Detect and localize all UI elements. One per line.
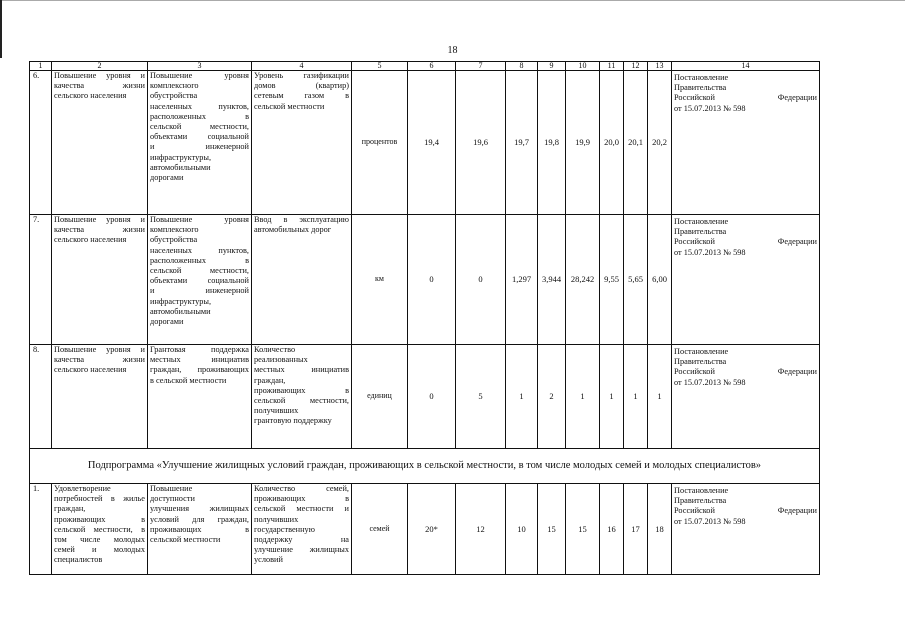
- task-cell: [148, 71, 252, 215]
- cell-line: улучшения жилищных: [150, 504, 249, 514]
- cell-line: доступности: [150, 494, 195, 504]
- cell-line: местных инициатив: [150, 355, 249, 365]
- cell-line: граждан, проживающих: [150, 365, 249, 375]
- unit-cell: процентов: [352, 71, 408, 215]
- cell-line: Постановление: [674, 486, 729, 495]
- cell-line: государственную: [254, 524, 315, 534]
- task-cell: [148, 345, 252, 449]
- cell-line: Повышение уровня: [150, 215, 249, 224]
- row-number: 6.: [30, 71, 52, 215]
- cell-line: Правительства: [674, 83, 727, 93]
- cell-line: качества жизни: [54, 81, 145, 91]
- cell-line: населенных пунктов,: [150, 101, 249, 111]
- indicator-cell: [252, 215, 352, 345]
- cell-line: сельской местности,: [254, 396, 349, 406]
- source-doc-cell: [672, 71, 820, 215]
- row-number: 8.: [30, 345, 52, 449]
- cell-line: Постановление: [674, 73, 729, 82]
- cell-line: Правительства: [674, 357, 727, 367]
- cell-line: местных инициатив: [254, 365, 349, 375]
- column-number: 1: [30, 62, 52, 71]
- goal-cell: [52, 215, 148, 345]
- cell-line: условий: [254, 555, 283, 565]
- value-cell: 5,65: [624, 215, 648, 345]
- value-cell: 0: [408, 345, 456, 449]
- value-cell: 0: [456, 215, 506, 345]
- cell-line: Постановление: [674, 347, 729, 356]
- cell-line: Повышение уровня и: [54, 345, 145, 354]
- indicator-cell: [252, 484, 352, 575]
- value-cell: 3,944: [538, 215, 566, 345]
- goal-cell: [52, 345, 148, 449]
- goal-cell: [52, 484, 148, 575]
- table-row: [30, 71, 820, 215]
- cell-line: Количество семей,: [254, 484, 349, 493]
- column-number: 3: [148, 62, 252, 71]
- subprogram-row: [30, 449, 820, 484]
- cell-line: качества жизни: [54, 355, 145, 365]
- cell-line: сельской местности,: [150, 266, 249, 276]
- value-cell: 17: [624, 484, 648, 575]
- cell-line: сельского населения: [54, 91, 127, 101]
- cell-line: обустройства: [150, 235, 198, 245]
- cell-line: проживающих в: [54, 514, 145, 524]
- cell-line: и инженерной: [150, 286, 249, 296]
- cell-line: расположенных в: [150, 111, 249, 121]
- value-cell: 20*: [408, 484, 456, 575]
- cell-line: том числе молодых: [54, 535, 145, 545]
- column-number: 2: [52, 62, 148, 71]
- value-cell: 16: [600, 484, 624, 575]
- unit-cell: семей: [352, 484, 408, 575]
- cell-line: инфраструктуры,: [150, 296, 212, 306]
- cell-line: семей и молодых: [54, 545, 145, 555]
- cell-line: объектами социальной: [150, 132, 249, 142]
- task-cell: [148, 215, 252, 345]
- cell-line: дорогами: [150, 317, 184, 327]
- value-cell: 20,1: [624, 71, 648, 215]
- cell-line: Ввод в эксплуатацию: [254, 215, 349, 224]
- cell-line: сельской местности: [254, 101, 325, 111]
- cell-line: автомобильными: [150, 162, 211, 172]
- task-cell: [148, 484, 252, 575]
- table-row: [30, 345, 820, 449]
- cell-line: от 15.07.2013 № 598: [674, 516, 746, 526]
- value-cell: 1,297: [506, 215, 538, 345]
- value-cell: 1: [624, 345, 648, 449]
- column-number: 13: [648, 62, 672, 71]
- column-number: 4: [252, 62, 352, 71]
- cell-line: качества жизни: [54, 225, 145, 235]
- value-cell: 19,9: [566, 71, 600, 215]
- cell-line: улучшение жилищных: [254, 545, 349, 555]
- cell-line: домов (квартир): [254, 81, 349, 91]
- column-number: 5: [352, 62, 408, 71]
- cell-line: Грантовая поддержка: [150, 345, 249, 354]
- cell-line: инфраструктуры,: [150, 152, 212, 162]
- cell-line: Правительства: [674, 227, 727, 237]
- page-number: 18: [447, 45, 458, 56]
- source-doc-cell: [672, 484, 820, 575]
- cell-line: Российской Федерации: [674, 93, 817, 103]
- cell-line: Российской Федерации: [674, 237, 817, 247]
- value-cell: 19,4: [408, 71, 456, 215]
- cell-line: от 15.07.2013 № 598: [674, 103, 746, 113]
- cell-line: специалистов: [54, 555, 103, 565]
- cell-line: в сельской местности: [150, 375, 227, 385]
- cell-line: от 15.07.2013 № 598: [674, 247, 746, 257]
- table-row: [30, 484, 820, 575]
- value-cell: 0: [408, 215, 456, 345]
- cell-line: получивших: [254, 514, 299, 524]
- row-number: 1.: [30, 484, 52, 575]
- cell-line: комплексного: [150, 81, 199, 91]
- cell-line: комплексного: [150, 225, 199, 235]
- column-number: 14: [672, 62, 820, 71]
- cell-line: Постановление: [674, 217, 729, 226]
- value-cell: 9,55: [600, 215, 624, 345]
- value-cell: 12: [456, 484, 506, 575]
- cell-line: сетевым газом в: [254, 91, 349, 101]
- cell-line: Повышение уровня и: [54, 71, 145, 80]
- value-cell: 18: [648, 484, 672, 575]
- cell-line: и инженерной: [150, 142, 249, 152]
- column-number-row: [30, 62, 820, 71]
- value-cell: 6,00: [648, 215, 672, 345]
- cell-line: автомобильными: [150, 306, 211, 316]
- unit-cell: единиц: [352, 345, 408, 449]
- value-cell: 1: [566, 345, 600, 449]
- cell-line: получивших: [254, 406, 299, 416]
- cell-line: Повышение уровня и: [54, 215, 145, 224]
- cell-line: обустройства: [150, 91, 198, 101]
- cell-line: Уровень газификации: [254, 71, 349, 80]
- cell-line: дорогами: [150, 173, 184, 183]
- row-number: 7.: [30, 215, 52, 345]
- unit-cell: км: [352, 215, 408, 345]
- cell-line: сельской местности, в: [54, 524, 145, 534]
- subprogram-title: Подпрограмма «Улучшение жилищных условий граждан, проживающих в сельской местности, в том числе молодых семей и молодых специалистов»: [30, 449, 820, 484]
- cell-line: Российской Федерации: [674, 506, 817, 516]
- cell-line: граждан,: [54, 504, 86, 514]
- cell-line: Удовлетворение: [54, 484, 111, 493]
- cell-line: Повышение уровня: [150, 71, 249, 80]
- cell-line: сельского населения: [54, 235, 127, 245]
- column-number: 6: [408, 62, 456, 71]
- value-cell: 15: [566, 484, 600, 575]
- indicators-table: [29, 61, 820, 575]
- value-cell: 1: [506, 345, 538, 449]
- cell-line: грантовую поддержку: [254, 416, 332, 426]
- indicator-cell: [252, 345, 352, 449]
- cell-line: реализованных: [254, 355, 308, 365]
- value-cell: 5: [456, 345, 506, 449]
- cell-line: условий для граждан,: [150, 514, 249, 524]
- value-cell: 20,2: [648, 71, 672, 215]
- value-cell: 10: [506, 484, 538, 575]
- cell-line: проживающих в: [150, 524, 249, 534]
- cell-line: поддержку на: [254, 535, 349, 545]
- value-cell: 15: [538, 484, 566, 575]
- cell-line: сельской местности,: [150, 122, 249, 132]
- column-number: 11: [600, 62, 624, 71]
- value-cell: 1: [648, 345, 672, 449]
- column-number: 9: [538, 62, 566, 71]
- cell-line: Правительства: [674, 496, 727, 506]
- cell-line: сельской местности и: [254, 504, 349, 514]
- value-cell: 1: [600, 345, 624, 449]
- cell-line: проживающих в: [254, 494, 349, 504]
- cell-line: расположенных в: [150, 255, 249, 265]
- scan-artifact-line: [0, 0, 905, 1]
- cell-line: потребностей в жилье: [54, 494, 145, 504]
- source-doc-cell: [672, 215, 820, 345]
- cell-line: Российской Федерации: [674, 367, 817, 377]
- column-number: 12: [624, 62, 648, 71]
- cell-line: проживающих в: [254, 385, 349, 395]
- value-cell: 2: [538, 345, 566, 449]
- table-row: [30, 215, 820, 345]
- cell-line: Количество: [254, 345, 296, 354]
- cell-line: граждан,: [254, 375, 286, 385]
- cell-line: от 15.07.2013 № 598: [674, 377, 746, 387]
- column-number: 10: [566, 62, 600, 71]
- value-cell: 19,7: [506, 71, 538, 215]
- goal-cell: [52, 71, 148, 215]
- value-cell: 28,242: [566, 215, 600, 345]
- indicator-cell: [252, 71, 352, 215]
- source-doc-cell: [672, 345, 820, 449]
- cell-line: Повышение: [150, 484, 193, 493]
- table-body: [30, 62, 820, 575]
- cell-line: сельской местности: [150, 535, 221, 545]
- column-number: 8: [506, 62, 538, 71]
- cell-line: объектами социальной: [150, 276, 249, 286]
- column-number: 7: [456, 62, 506, 71]
- value-cell: 20,0: [600, 71, 624, 215]
- value-cell: 19,8: [538, 71, 566, 215]
- cell-line: автомобильных дорог: [254, 225, 332, 235]
- cell-line: населенных пунктов,: [150, 245, 249, 255]
- value-cell: 19,6: [456, 71, 506, 215]
- cell-line: сельского населения: [54, 365, 127, 375]
